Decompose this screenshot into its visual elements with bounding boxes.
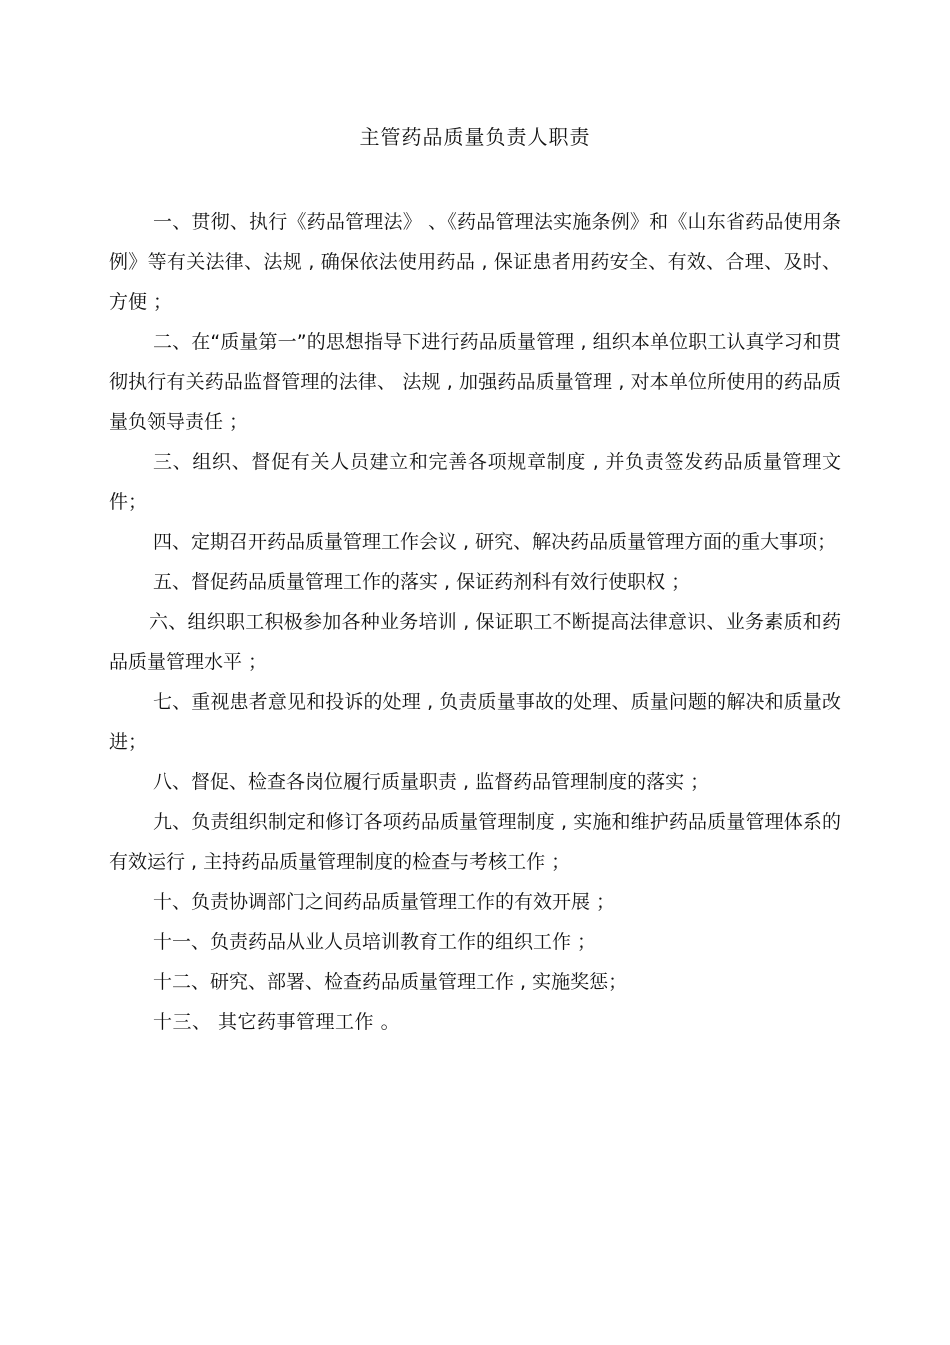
paragraph-7: 七、重视患者意见和投诉的处理 , 负责质量事故的处理、质量问题的解决和质量改进； [109, 691, 841, 753]
paragraph-8: 八、督促、检查各岗位履行质量职责 , 监督药品管理制度的落实 ； [153, 771, 710, 793]
paragraph-11: 十一、负责药品从业人员培训教育工作的组织工作 ； [153, 931, 597, 953]
paragraph-3: 三、组织、督促有关人员建立和完善各项规章制度 , 并负责签发药品质量管理文件； [109, 451, 841, 513]
document-title: 主管药品质量负责人职责 [359, 125, 591, 149]
paragraph-9: 九、负责组织制定和修订各项药品质量管理制度 , 实施和维护药品质量管理体系的有效运行 , 主持药品质量管理制度的检查与考核工作 ； [109, 811, 841, 873]
paragraph-1: 一、贯彻、执行《药品管理法》 、《药品管理法实施条例》和《山东省药品使用条例》等有关法律、法规 , 确保依法使用药品 , 保证患者用药安全、有效、合理、及时、方便 ； [109, 211, 841, 313]
paragraph-4: 四、定期召开药品质量管理工作会议 , 研究、解决药品质量管理方面的重大事项； [153, 531, 837, 553]
document-body [109, 202, 841, 1042]
paragraph-10: 十、负责协调部门之间药品质量管理工作的有效开展 ； [153, 891, 616, 913]
paragraph-12: 十二、研究、部署、检查药品质量管理工作 , 实施奖惩； [153, 971, 628, 993]
paragraph-2: 二、在“质量第一”的思想指导下进行药品质量管理 , 组织本单位职工认真学习和贯彻执行有关药品监督管理的法律、 法规 , 加强药品质量管理 , 对本单位所使用的药品质量负领导责任 ； [109, 331, 841, 433]
paragraph-6: 六、组织职工积极参加各种业务培训 , 保证职工不断提高法律意识、业务素质和药品质量管理水平 ； [109, 611, 841, 673]
paragraph-5: 五、督促药品质量管理工作的落实 , 保证药剂科有效行使职权 ； [153, 571, 691, 593]
paragraph-13: 十三、 其它药事管理工作 。 [153, 1011, 401, 1033]
